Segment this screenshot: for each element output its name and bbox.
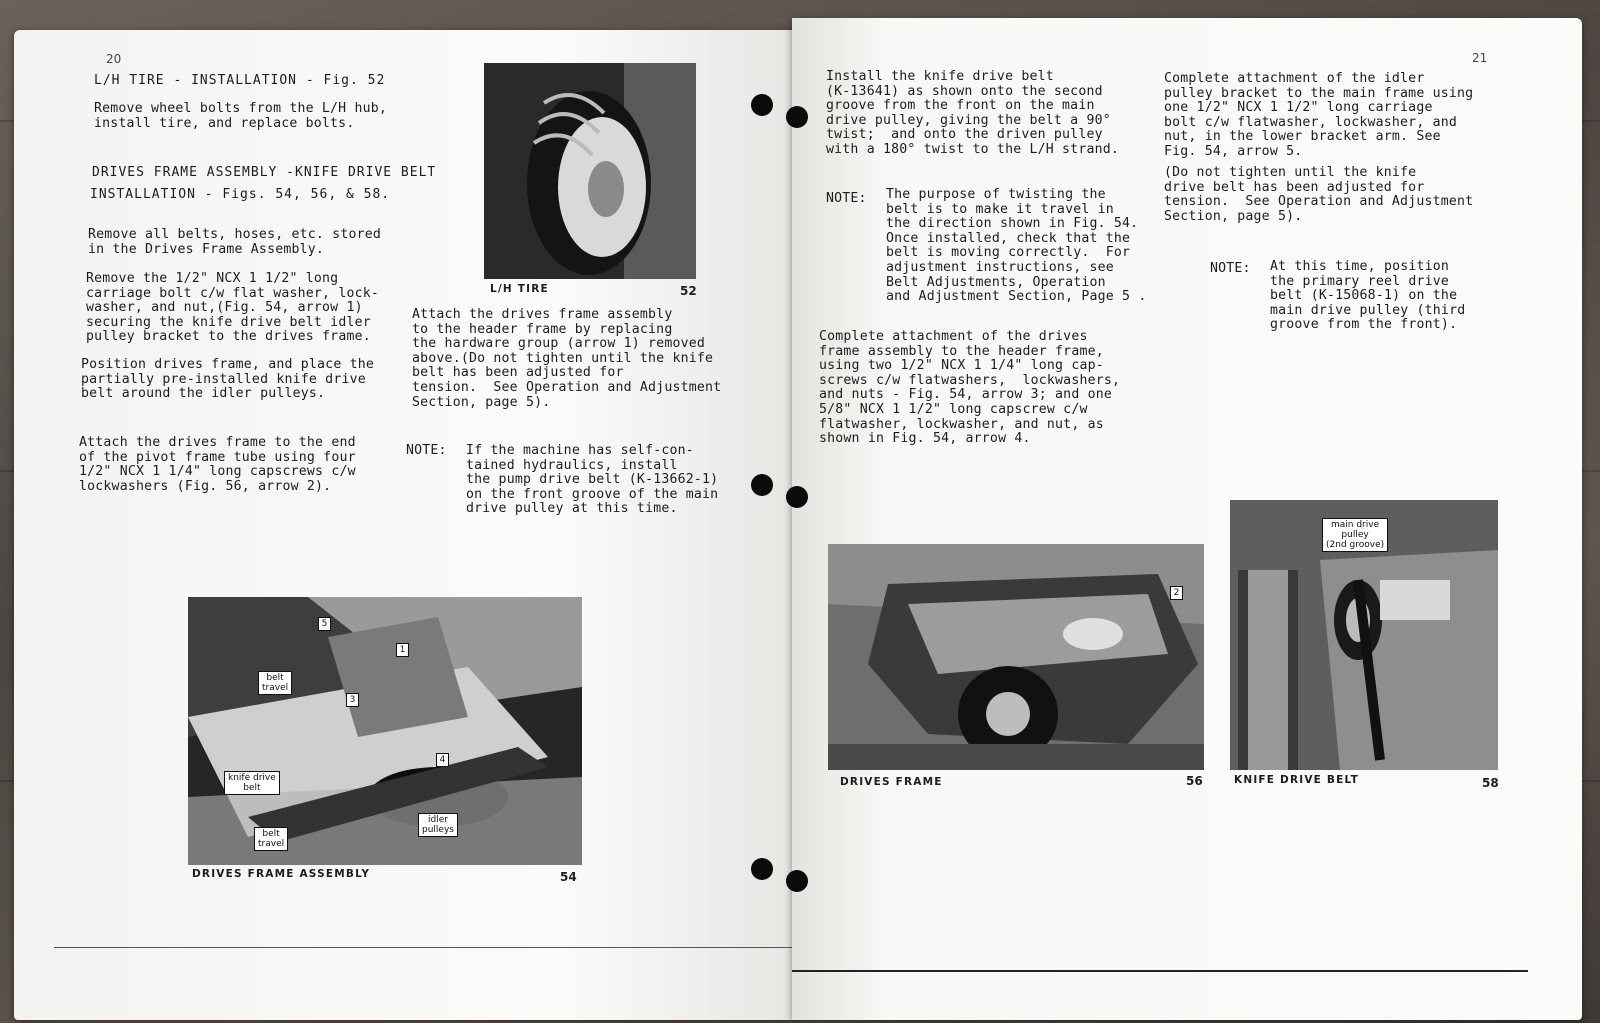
binding-hole — [751, 858, 773, 880]
binding-hole — [786, 486, 808, 508]
binding-hole — [786, 106, 808, 128]
caption-fig-52: L/H TIRE — [490, 283, 549, 295]
paragraph-attach-header-frame: Attach the drives frame assembly to the header frame by replacing the hardware group (arrow 1) removed above.(Do not tighten until the knife belt has been adjusted for tension. See Operation and Adjustment Section, page 5). — [412, 307, 722, 410]
page-number-left: 20 — [106, 52, 122, 66]
fig-number-58: 58 — [1482, 776, 1499, 790]
footer-rule-right — [792, 970, 1528, 972]
heading-lh-tire: L/H TIRE - INSTALLATION - Fig. 52 — [94, 73, 386, 88]
paragraph-idler-bracket: Complete attachment of the idler pulley bracket to the main frame using one 1/2" NCX 1 1/2" long carriage bolt c/w flatwasher, lockwasher, and nut, in the lower bracket arm. See Fig. 54, arrow 5. — [1164, 71, 1474, 159]
note-label-left: NOTE: — [406, 443, 447, 458]
arrow-number-3: 3 — [346, 693, 359, 707]
label-knife-drive-belt: knife drive belt — [224, 771, 280, 795]
note-text-pump-belt: If the machine has self-con- tained hydraulics, install the pump drive belt (K-13662-1) on the front groove of the main drive pulley at this time. — [466, 443, 719, 517]
note-label-reel-belt: NOTE: — [1210, 261, 1251, 276]
drives-frame-photo-illustration — [828, 544, 1204, 770]
paragraph-do-not-tighten: (Do not tighten until the knife drive belt has been adjusted for tension. See Operation and Adjustment Section, page 5). — [1164, 165, 1474, 224]
paragraph-position-drives-frame: Position drives frame, and place the partially pre-installed knife drive belt around the idler pulleys. — [81, 357, 375, 402]
binding-hole — [751, 474, 773, 496]
heading-drives-frame-2: INSTALLATION - Figs. 54, 56, & 58. — [90, 187, 391, 202]
arrow-number-4: 5 — [318, 617, 331, 631]
photo-drives-frame-assembly — [188, 597, 582, 865]
arrow-number-2: 2 — [1170, 586, 1183, 600]
note-text-reel-belt: At this time, position the primary reel drive belt (K-15068-1) on the main drive pulley (third groove from the front). — [1270, 259, 1466, 333]
footer-rule-left — [54, 947, 792, 948]
paragraph-install-knife-belt: Install the knife drive belt (K-13641) as shown onto the second groove from the front on the main drive pulley, giving the belt a 90° twist; and onto the driven pulley with a 180° twist to the L/H strand. — [826, 69, 1120, 157]
label-main-drive-pulley: main drive pulley (2nd groove) — [1322, 518, 1388, 552]
paragraph-complete-attachment-drives: Complete attachment of the drives frame assembly to the header frame, using two 1/2" NCX 1 1/4" long cap- screws c/w flatwashers, lockwashers, and nuts - Fig. 54, arrow 3; and one 5/8" NCX 1 1/2" long capscrew c/w flatwasher, lockwasher, and nut, as shown in Fig. 54, arrow 4. — [819, 329, 1121, 447]
label-idler-pulleys: idler pulleys — [418, 813, 458, 837]
caption-fig-54: DRIVES FRAME ASSEMBLY — [192, 868, 371, 880]
binding-hole — [786, 870, 808, 892]
page-number-right: 21 — [1472, 51, 1488, 65]
right-page — [792, 18, 1582, 1020]
paragraph-remove-belts: Remove all belts, hoses, etc. stored in the Drives Frame Assembly. — [88, 227, 382, 257]
fig-number-56: 56 — [1186, 774, 1203, 788]
binding-hole — [751, 94, 773, 116]
arrow-number-5: 4 — [436, 753, 449, 767]
label-belt-travel-bottom: belt travel — [254, 827, 288, 851]
paragraph-attach-pivot-frame: Attach the drives frame to the end of the pivot frame tube using four 1/2" NCX 1 1/4" long capscrews c/w lockwashers (Fig. 56, arrow 2). — [79, 435, 356, 494]
paragraph-remove-carriage-bolt: Remove the 1/2" NCX 1 1/2" long carriage bolt c/w flat washer, lock- washer, and nut,(Fig. 54, arrow 1) securing the knife drive belt idler pulley bracket to the drives frame. — [86, 271, 380, 345]
caption-fig-58: KNIFE DRIVE BELT — [1234, 774, 1359, 786]
photo-knife-drive-belt — [1230, 500, 1498, 770]
note-text-twist: The purpose of twisting the belt is to make it travel in the direction shown in Fig. 54. Once installed, check that the belt is moving correctly. For adjustment instructions, see Belt Adjustments, Operation and Adjustment Section, Page 5 . — [886, 187, 1147, 305]
left-page — [14, 30, 792, 1020]
fig-number-52: 52 — [680, 284, 697, 298]
arrow-number-1: 1 — [396, 643, 409, 657]
drives-frame-illustration — [188, 597, 582, 865]
fig-number-54: 54 — [560, 870, 577, 884]
tire-illustration — [484, 63, 696, 279]
caption-fig-56: DRIVES FRAME — [840, 776, 943, 788]
paragraph-lh-tire: Remove wheel bolts from the L/H hub, install tire, and replace bolts. — [94, 101, 388, 131]
photo-lh-tire — [484, 63, 696, 279]
heading-drives-frame-1: DRIVES FRAME ASSEMBLY -KNIFE DRIVE BELT — [92, 165, 437, 180]
photo-drives-frame — [828, 544, 1204, 770]
note-label-twist: NOTE: — [826, 191, 867, 206]
label-belt-travel-top: belt travel — [258, 671, 292, 695]
